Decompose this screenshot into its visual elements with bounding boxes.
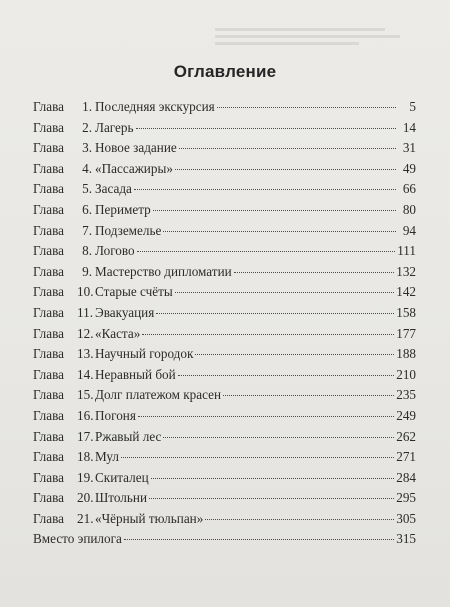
toc-entry bbox=[33, 447, 416, 468]
chapter-number: 17. bbox=[77, 428, 94, 444]
entry-label bbox=[33, 509, 203, 530]
chapter-title: «Пассажиры» bbox=[95, 160, 173, 176]
page-number: 80 bbox=[402, 201, 416, 217]
toc-entry bbox=[33, 303, 416, 324]
dot-leader bbox=[163, 230, 396, 232]
chapter-word: Глава bbox=[33, 222, 64, 238]
chapter-word: Глава bbox=[33, 490, 64, 506]
page-number: 94 bbox=[402, 222, 416, 238]
chapter-number: 3. bbox=[82, 140, 92, 156]
dot-leader bbox=[195, 353, 394, 355]
toc-entry bbox=[33, 324, 416, 345]
toc-entry bbox=[33, 365, 416, 386]
chapter-word: Глава bbox=[33, 366, 64, 382]
epilogue-title: Вместо эпилога bbox=[33, 531, 122, 547]
entry-label bbox=[33, 529, 122, 550]
chapter-number: 15. bbox=[77, 387, 94, 403]
entry-label bbox=[33, 221, 161, 242]
entry-label bbox=[33, 138, 177, 159]
chapter-number: 10. bbox=[77, 284, 94, 300]
dot-leader bbox=[142, 333, 394, 335]
page-number: 5 bbox=[409, 99, 416, 114]
chapter-title: «Каста» bbox=[95, 325, 141, 341]
entry-label bbox=[33, 324, 140, 345]
page-number: 158 bbox=[396, 304, 416, 320]
entry-label bbox=[33, 468, 149, 489]
chapter-word: Глава bbox=[33, 387, 64, 403]
toc-entry-epilogue bbox=[33, 529, 416, 550]
dot-leader bbox=[178, 374, 395, 376]
chapter-title: Неравный бой bbox=[95, 366, 176, 382]
dot-leader bbox=[175, 168, 396, 170]
chapter-word: Глава bbox=[33, 469, 64, 485]
page-number: 249 bbox=[396, 407, 416, 423]
entry-label bbox=[33, 118, 134, 139]
toc-entry bbox=[33, 344, 416, 365]
page-number: 66 bbox=[402, 181, 416, 197]
chapter-word: Глава bbox=[33, 428, 64, 444]
toc-entry bbox=[33, 468, 416, 489]
chapter-word: Глава bbox=[33, 119, 64, 135]
page-number: 235 bbox=[396, 387, 416, 403]
chapter-title: «Чёрный тюльпан» bbox=[95, 510, 204, 526]
chapter-word: Глава bbox=[33, 449, 64, 465]
page-number: 271 bbox=[396, 449, 416, 465]
toc-entry bbox=[33, 221, 416, 242]
page-title: Оглавление bbox=[173, 62, 277, 81]
chapter-number: 11. bbox=[77, 304, 93, 320]
dot-leader bbox=[153, 209, 396, 211]
chapter-title: Эвакуация bbox=[95, 304, 155, 320]
page-number: 49 bbox=[402, 160, 416, 176]
chapter-number: 8. bbox=[82, 243, 92, 259]
chapter-title: Подземелье bbox=[95, 222, 162, 238]
chapter-title: Новое задание bbox=[95, 140, 177, 156]
dot-leader bbox=[137, 250, 396, 252]
dot-leader bbox=[134, 188, 396, 190]
chapter-title: Научный городок bbox=[95, 346, 194, 362]
chapter-title: Старые счёты bbox=[95, 284, 173, 300]
entry-label bbox=[33, 406, 136, 427]
table-of-contents bbox=[33, 97, 416, 550]
toc-entry bbox=[33, 509, 416, 530]
page-number: 132 bbox=[396, 263, 416, 279]
dot-leader bbox=[151, 477, 395, 479]
page-number: 284 bbox=[396, 469, 416, 485]
entry-label bbox=[33, 447, 119, 468]
toc-entry bbox=[33, 241, 416, 262]
chapter-title: Штольни bbox=[95, 490, 148, 506]
toc-entry bbox=[33, 179, 416, 200]
entry-label bbox=[33, 488, 147, 509]
chapter-number: 5. bbox=[82, 181, 92, 197]
dot-leader bbox=[205, 518, 394, 520]
chapter-number: 7. bbox=[82, 222, 92, 238]
page-number: 142 bbox=[396, 284, 416, 300]
chapter-title: Мул bbox=[95, 449, 119, 465]
chapter-word: Глава bbox=[33, 243, 64, 259]
dot-leader bbox=[156, 312, 394, 314]
entry-label bbox=[33, 159, 173, 180]
dot-leader bbox=[163, 436, 394, 438]
chapter-title: Погоня bbox=[95, 407, 136, 423]
chapter-number: 6. bbox=[82, 201, 92, 217]
chapter-number: 1. bbox=[82, 99, 92, 114]
entry-label bbox=[33, 97, 215, 118]
page-number: 305 bbox=[396, 510, 416, 526]
chapter-number: 2. bbox=[82, 119, 92, 135]
chapter-word: Глава bbox=[33, 160, 64, 176]
dot-leader bbox=[149, 497, 394, 499]
chapter-title: Долг платежом красен bbox=[95, 387, 222, 403]
page-number: 111 bbox=[397, 243, 416, 259]
entry-label bbox=[33, 303, 154, 324]
page-number: 210 bbox=[396, 366, 416, 382]
entry-label bbox=[33, 200, 151, 221]
page-number: 177 bbox=[396, 325, 416, 341]
toc-entry bbox=[33, 385, 416, 406]
chapter-title: Лагерь bbox=[95, 119, 134, 135]
toc-entry bbox=[33, 200, 416, 221]
chapter-word: Глава bbox=[33, 201, 64, 217]
toc-entry bbox=[33, 118, 416, 139]
chapter-word: Глава bbox=[33, 325, 64, 341]
dot-leader bbox=[124, 538, 394, 540]
chapter-word: Глава bbox=[33, 304, 64, 320]
chapter-number: 12. bbox=[77, 325, 94, 341]
dot-leader bbox=[175, 291, 395, 293]
toc-entry bbox=[33, 488, 416, 509]
chapter-word: Глава bbox=[33, 140, 64, 156]
chapter-word: Глава bbox=[33, 284, 64, 300]
toc-entry bbox=[33, 427, 416, 448]
toc-entry bbox=[33, 282, 416, 303]
entry-label bbox=[33, 282, 173, 303]
chapter-number: 4. bbox=[82, 160, 92, 176]
chapter-number: 13. bbox=[77, 346, 94, 362]
toc-entry bbox=[33, 138, 416, 159]
chapter-title: Засада bbox=[95, 181, 132, 197]
chapter-number: 9. bbox=[82, 263, 92, 279]
dot-leader bbox=[234, 271, 395, 273]
page-number: 188 bbox=[396, 346, 416, 362]
page-number: 295 bbox=[396, 490, 416, 506]
chapter-word: Глава bbox=[33, 346, 64, 362]
dot-leader bbox=[217, 106, 396, 108]
chapter-title: Ржавый лес bbox=[95, 428, 162, 444]
page-number: 31 bbox=[402, 140, 416, 156]
entry-label bbox=[33, 344, 193, 365]
dot-leader bbox=[223, 394, 394, 396]
chapter-title: Логово bbox=[95, 243, 135, 259]
entry-label bbox=[33, 365, 176, 386]
chapter-number: 20. bbox=[77, 490, 94, 506]
entry-label bbox=[33, 427, 161, 448]
page-number: 262 bbox=[396, 428, 416, 444]
toc-entry bbox=[33, 159, 416, 180]
toc-entry bbox=[33, 406, 416, 427]
toc-entry bbox=[33, 262, 416, 283]
dot-leader bbox=[179, 147, 396, 149]
chapter-number: 19. bbox=[77, 469, 94, 485]
chapter-number: 21. bbox=[77, 510, 94, 526]
entry-label bbox=[33, 241, 135, 262]
chapter-number: 14. bbox=[77, 366, 94, 382]
page-number: 14 bbox=[402, 119, 416, 135]
chapter-word: Глава bbox=[33, 181, 64, 197]
dot-leader bbox=[136, 127, 397, 129]
chapter-number: 18. bbox=[77, 449, 94, 465]
chapter-title: Периметр bbox=[95, 201, 151, 217]
chapter-number: 16. bbox=[77, 407, 94, 423]
chapter-title: Скиталец bbox=[95, 469, 149, 485]
entry-label bbox=[33, 262, 232, 283]
entry-label bbox=[33, 179, 132, 200]
dot-leader bbox=[121, 456, 394, 458]
chapter-word: Глава bbox=[33, 407, 64, 423]
toc-entry bbox=[33, 97, 416, 118]
chapter-word: Глава bbox=[33, 263, 64, 279]
chapter-word: Глава bbox=[33, 510, 64, 526]
chapter-word: Глава bbox=[33, 99, 64, 114]
dot-leader bbox=[138, 415, 394, 417]
chapter-title: Последняя экскурсия bbox=[95, 99, 215, 114]
page-number: 315 bbox=[396, 531, 416, 547]
entry-label bbox=[33, 385, 221, 406]
chapter-title: Мастерство дипломатии bbox=[95, 263, 232, 279]
show-through-text bbox=[215, 24, 400, 52]
